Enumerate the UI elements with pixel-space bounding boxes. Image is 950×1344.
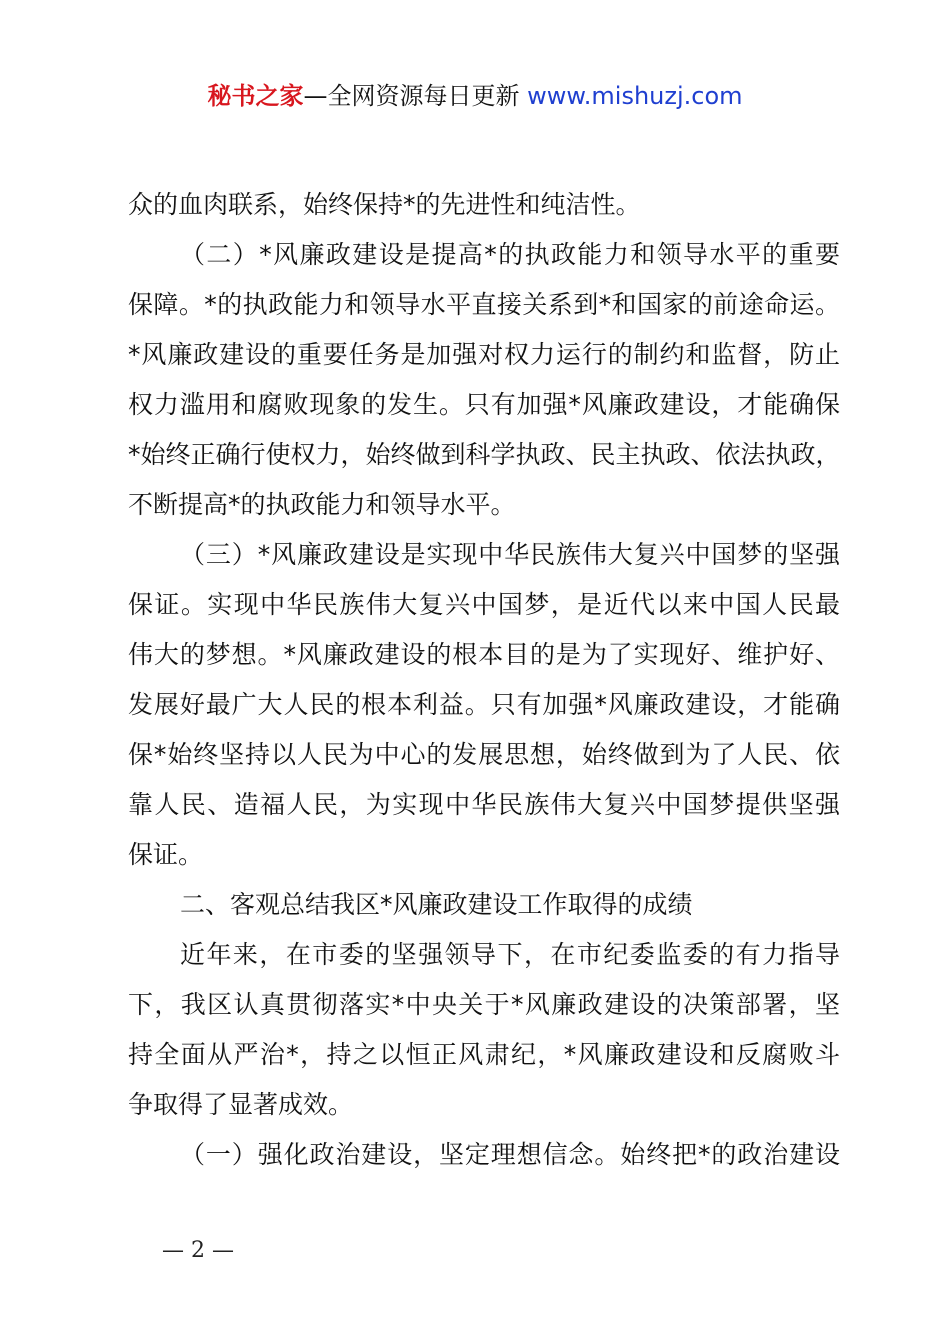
text-line: 保证。 — [128, 840, 204, 869]
text-line: 近年来，在市委的坚强领导下，在市纪委监委的有力指导 — [180, 940, 840, 969]
text-line: *始终正确行使权力，始终做到科学执政、民主执政、依法执政， — [128, 440, 841, 469]
text-line: 权力滥用和腐败现象的发生。只有加强*风廉政建设，才能确保 — [128, 390, 840, 419]
site-header — [0, 78, 950, 114]
text-line: 伟大的梦想。*风廉政建设的根本目的是为了实现好、维护好、 — [128, 640, 840, 669]
site-slogan: —全网资源每日更新 — [303, 82, 528, 110]
document-body — [128, 180, 840, 1180]
text-line: 下，我区认真贯彻落实*中央关于*风廉政建设的决策部署，坚 — [128, 990, 840, 1019]
text-line: 不断提高*的执政能力和领导水平。 — [128, 490, 516, 519]
text-line: 众的血肉联系，始终保持*的先进性和纯洁性。 — [128, 190, 641, 219]
text-line: 保*始终坚持以人民为中心的发展思想，始终做到为了人民、依 — [128, 740, 840, 769]
text-line: （一）强化政治建设，坚定理想信念。始终把*的政治建设 — [180, 1140, 840, 1169]
site-brand: 秘书之家 — [207, 82, 304, 110]
page-number: — 2 — — [162, 1238, 234, 1263]
text-line: 持全面从严治*，持之以恒正风肃纪，*风廉政建设和反腐败斗 — [128, 1040, 840, 1069]
section-heading: 二、客观总结我区*风廉政建设工作取得的成绩 — [180, 890, 693, 919]
site-url-link[interactable]: www.mishuzj.com — [527, 82, 743, 110]
text-line: 保障。*的执政能力和领导水平直接关系到*和国家的前途命运。 — [128, 290, 840, 319]
text-line: 靠人民、造福人民，为实现中华民族伟大复兴中国梦提供坚强 — [128, 790, 840, 819]
text-line: 发展好最广大人民的根本利益。只有加强*风廉政建设，才能确 — [128, 690, 840, 719]
text-line: 争取得了显著成效。 — [128, 1090, 354, 1119]
text-line: （三）*风廉政建设是实现中华民族伟大复兴中国梦的坚强 — [180, 540, 840, 569]
text-line: 保证。实现中华民族伟大复兴中国梦，是近代以来中国人民最 — [128, 590, 840, 619]
text-line: （二）*风廉政建设是提高*的执政能力和领导水平的重要 — [180, 240, 840, 269]
text-line: *风廉政建设的重要任务是加强对权力运行的制约和监督，防止 — [128, 340, 840, 369]
